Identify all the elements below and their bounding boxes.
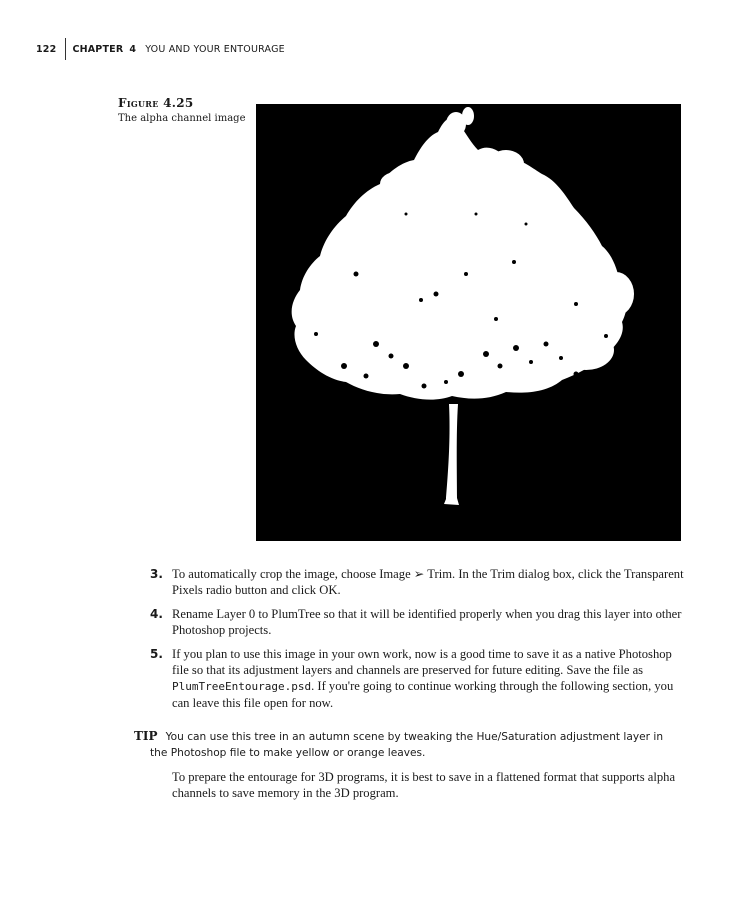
list-item: [150, 566, 690, 598]
step-number: 5.: [150, 647, 163, 661]
step-text-before: If you plan to use this image in your own work, now is a good time to save it as a native Photoshop file so that its adjustment layers and channels are preserved for future editing. Save the file as: [172, 647, 672, 677]
tree-silhouette: [256, 104, 681, 541]
step-text: Rename Layer 0 to PlumTree so that it will be identified properly when you drag this layer into other Photoshop projects.: [172, 607, 682, 637]
chapter-title: YOU AND YOUR ENTOURAGE: [145, 43, 285, 55]
body-paragraph: To prepare the entourage for 3D programs, it is best to save in a flattened format that supports alpha channels to save memory in the 3D program.: [172, 770, 676, 800]
figure-caption: [118, 96, 248, 126]
chapter-number: 4: [129, 43, 137, 55]
tip-line-2: the Photoshop file to make yellow or orange leaves.: [150, 747, 426, 759]
header-divider: [65, 38, 66, 60]
step-text: To automatically crop the image, choose Image ➢ Trim. In the Trim dialog box, click the Transparent Pixels radio button and click OK.: [172, 567, 684, 597]
step-text-after: . If you're going to continue working through the following section, you can leave this file open for now.: [172, 679, 674, 710]
figure-label: Figure 4.25: [118, 96, 194, 110]
filename: PlumTreeEntourage.psd: [172, 680, 312, 693]
chapter-label: CHAPTER: [72, 43, 124, 55]
page-number: 122: [36, 43, 57, 55]
step-number: 3.: [150, 567, 163, 581]
running-header: [36, 38, 285, 60]
list-item: [150, 606, 690, 638]
tip-box: [134, 728, 694, 761]
figure-caption-text: The alpha channel image: [118, 113, 246, 124]
steps-list: [150, 566, 690, 719]
list-item: [150, 646, 690, 711]
tip-label: TIP: [134, 729, 158, 743]
step-number: 4.: [150, 607, 163, 621]
tip-line-1: You can use this tree in an autumn scene by tweaking the Hue/Saturation adjustment layer in: [165, 731, 664, 743]
alpha-channel-image: [256, 104, 681, 541]
